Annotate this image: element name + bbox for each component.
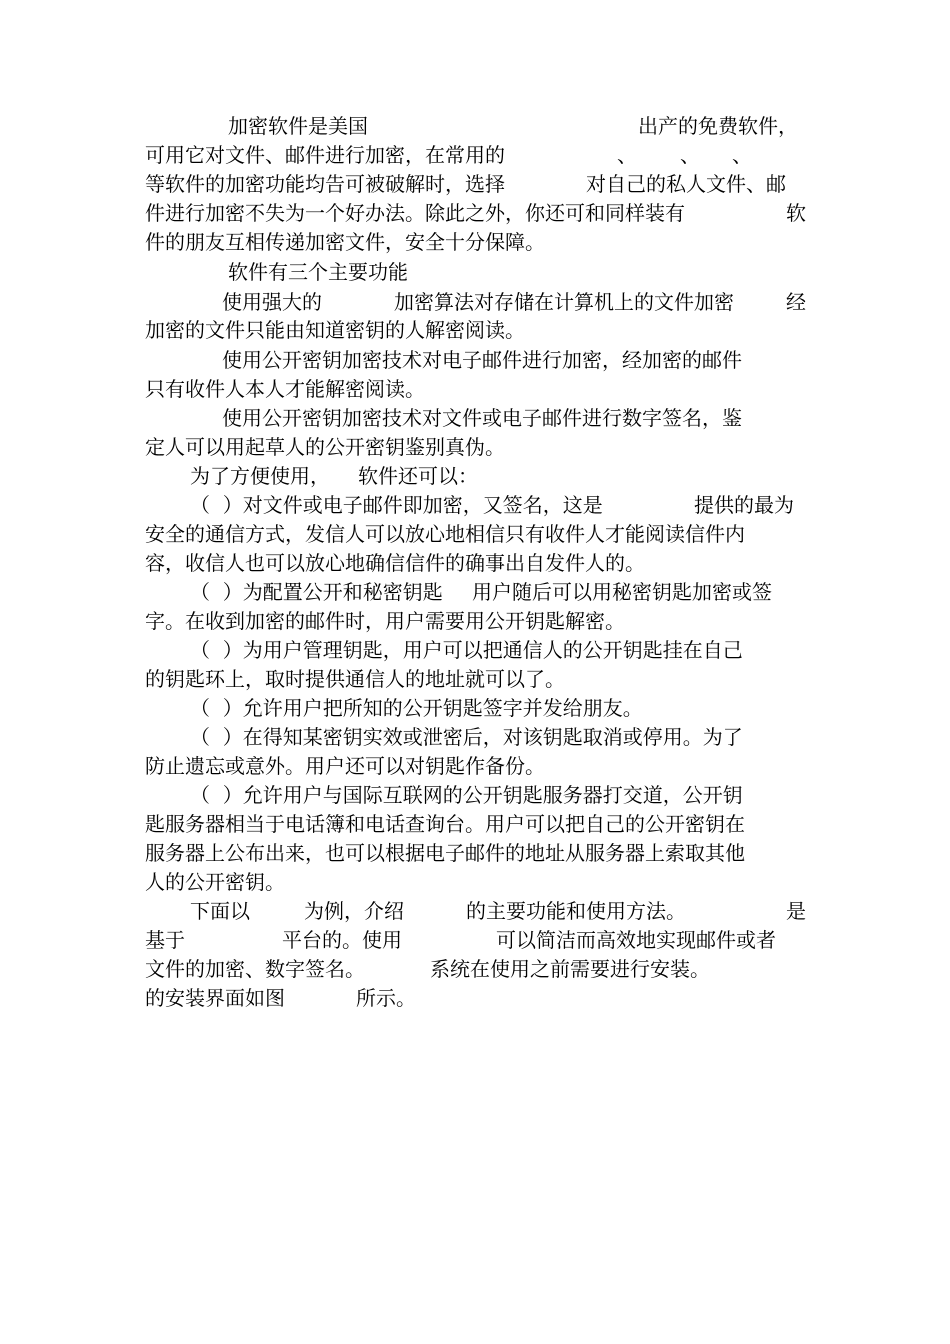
text-segment: 提供的最为 xyxy=(694,493,794,517)
text-segment: 是 xyxy=(786,899,806,923)
text-line xyxy=(0,636,950,664)
text-line xyxy=(0,258,950,286)
text-line xyxy=(0,520,950,548)
text-segment: 用户随后可以用秘密钥匙加密或签 xyxy=(472,580,772,604)
text-segment: 人的公开密钥。 xyxy=(145,870,285,894)
text-line xyxy=(0,491,950,519)
text-segment: 软 xyxy=(786,201,806,225)
text-line xyxy=(0,404,950,432)
text-segment: 定人可以用起草人的公开密钥鉴别真伪。 xyxy=(145,435,505,459)
text-segment: 安全的通信方式，发信人可以放心地相信只有收件人才能阅读信件内 xyxy=(145,522,745,546)
text-segment: 防止遗忘或意外。用户还可以对钥匙作备份。 xyxy=(145,754,545,778)
text-segment: 加密软件是美国 xyxy=(228,114,368,138)
text-segment: 、 xyxy=(617,143,637,167)
text-segment: 基于 xyxy=(145,928,185,952)
text-line xyxy=(0,288,950,316)
text-segment: 使用公开密钥加密技术对电子邮件进行加密，经加密的邮件 xyxy=(222,348,742,372)
text-line xyxy=(0,316,950,344)
text-line xyxy=(0,199,950,227)
text-line xyxy=(0,112,950,140)
text-segment: （ ）为配置公开和秘密钥匙 xyxy=(190,580,443,604)
text-segment: 只有收件人本人才能解密阅读。 xyxy=(145,377,425,401)
text-line xyxy=(0,433,950,461)
text-segment: 的钥匙环上，取时提供通信人的地址就可以了。 xyxy=(145,667,565,691)
text-segment: 软件还可以： xyxy=(358,464,478,488)
text-segment: 出产的免费软件， xyxy=(638,114,798,138)
text-line xyxy=(0,346,950,374)
text-segment: 等软件的加密功能均告可被破解时，选择 xyxy=(145,172,505,196)
text-segment: 软件有三个主要功能 xyxy=(228,260,408,284)
text-line xyxy=(0,810,950,838)
text-segment: 系统在使用之前需要进行安装。 xyxy=(430,957,710,981)
text-segment: 服务器上公布出来，也可以根据电子邮件的地址从服务器上索取其他 xyxy=(145,841,745,865)
text-line xyxy=(0,141,950,169)
text-line xyxy=(0,955,950,983)
text-line xyxy=(0,375,950,403)
text-segment: 、 xyxy=(680,143,700,167)
text-segment: 对自己的私人文件、邮 xyxy=(586,172,786,196)
text-segment: 可用它对文件、邮件进行加密，在常用的 xyxy=(145,143,505,167)
text-line xyxy=(0,578,950,606)
text-segment: 件进行加密不失为一个好办法。除此之外，你还可和同样装有 xyxy=(145,201,685,225)
text-segment: 经 xyxy=(786,290,806,314)
text-segment: 可以简洁而高效地实现邮件或者 xyxy=(496,928,776,952)
text-line xyxy=(0,752,950,780)
text-segment: 的安装界面如图 xyxy=(145,986,285,1010)
text-line xyxy=(0,228,950,256)
text-segment: （ ）在得知某密钥实效或泄密后，对该钥匙取消或停用。为了 xyxy=(190,725,743,749)
text-line xyxy=(0,926,950,954)
text-segment: （ ）为用户管理钥匙，用户可以把通信人的公开钥匙挂在自己 xyxy=(190,638,743,662)
text-line xyxy=(0,868,950,896)
text-segment: 为了方便使用， xyxy=(190,464,330,488)
text-segment: （ ）允许用户把所知的公开钥匙签字并发给朋友。 xyxy=(190,696,643,720)
text-segment: 字。在收到加密的邮件时，用户需要用公开钥匙解密。 xyxy=(145,609,625,633)
text-segment: （ ）对文件或电子邮件即加密，又签名，这是 xyxy=(190,493,603,517)
text-segment: 件的朋友互相传递加密文件，安全十分保障。 xyxy=(145,230,545,254)
text-line xyxy=(0,549,950,577)
text-line xyxy=(0,984,950,1012)
text-segment: 文件的加密、数字签名。 xyxy=(145,957,365,981)
text-line xyxy=(0,607,950,635)
text-segment: 容，收信人也可以放心地确信信件的确事出自发件人的。 xyxy=(145,551,645,575)
text-segment: 的主要功能和使用方法。 xyxy=(466,899,686,923)
text-segment: 为例，介绍 xyxy=(304,899,404,923)
text-segment: 加密的文件只能由知道密钥的人解密阅读。 xyxy=(145,318,525,342)
text-line xyxy=(0,665,950,693)
text-segment: 所示。 xyxy=(356,986,416,1010)
text-segment: 、 xyxy=(732,143,752,167)
text-line xyxy=(0,462,950,490)
text-segment: 使用公开密钥加密技术对文件或电子邮件进行数字签名，鉴 xyxy=(222,406,742,430)
text-segment: 匙服务器相当于电话簿和电话查询台。用户可以把自己的公开密钥在 xyxy=(145,812,745,836)
text-segment: 下面以 xyxy=(190,899,250,923)
text-segment: 使用强大的 xyxy=(222,290,322,314)
text-line xyxy=(0,170,950,198)
text-segment: 加密算法对存储在计算机上的文件加密 xyxy=(394,290,734,314)
text-line xyxy=(0,723,950,751)
text-line xyxy=(0,897,950,925)
text-segment: （ ）允许用户与国际互联网的公开钥匙服务器打交道，公开钥 xyxy=(190,783,743,807)
text-line xyxy=(0,781,950,809)
text-segment: 平台的。使用 xyxy=(282,928,402,952)
text-line xyxy=(0,694,950,722)
text-line xyxy=(0,839,950,867)
